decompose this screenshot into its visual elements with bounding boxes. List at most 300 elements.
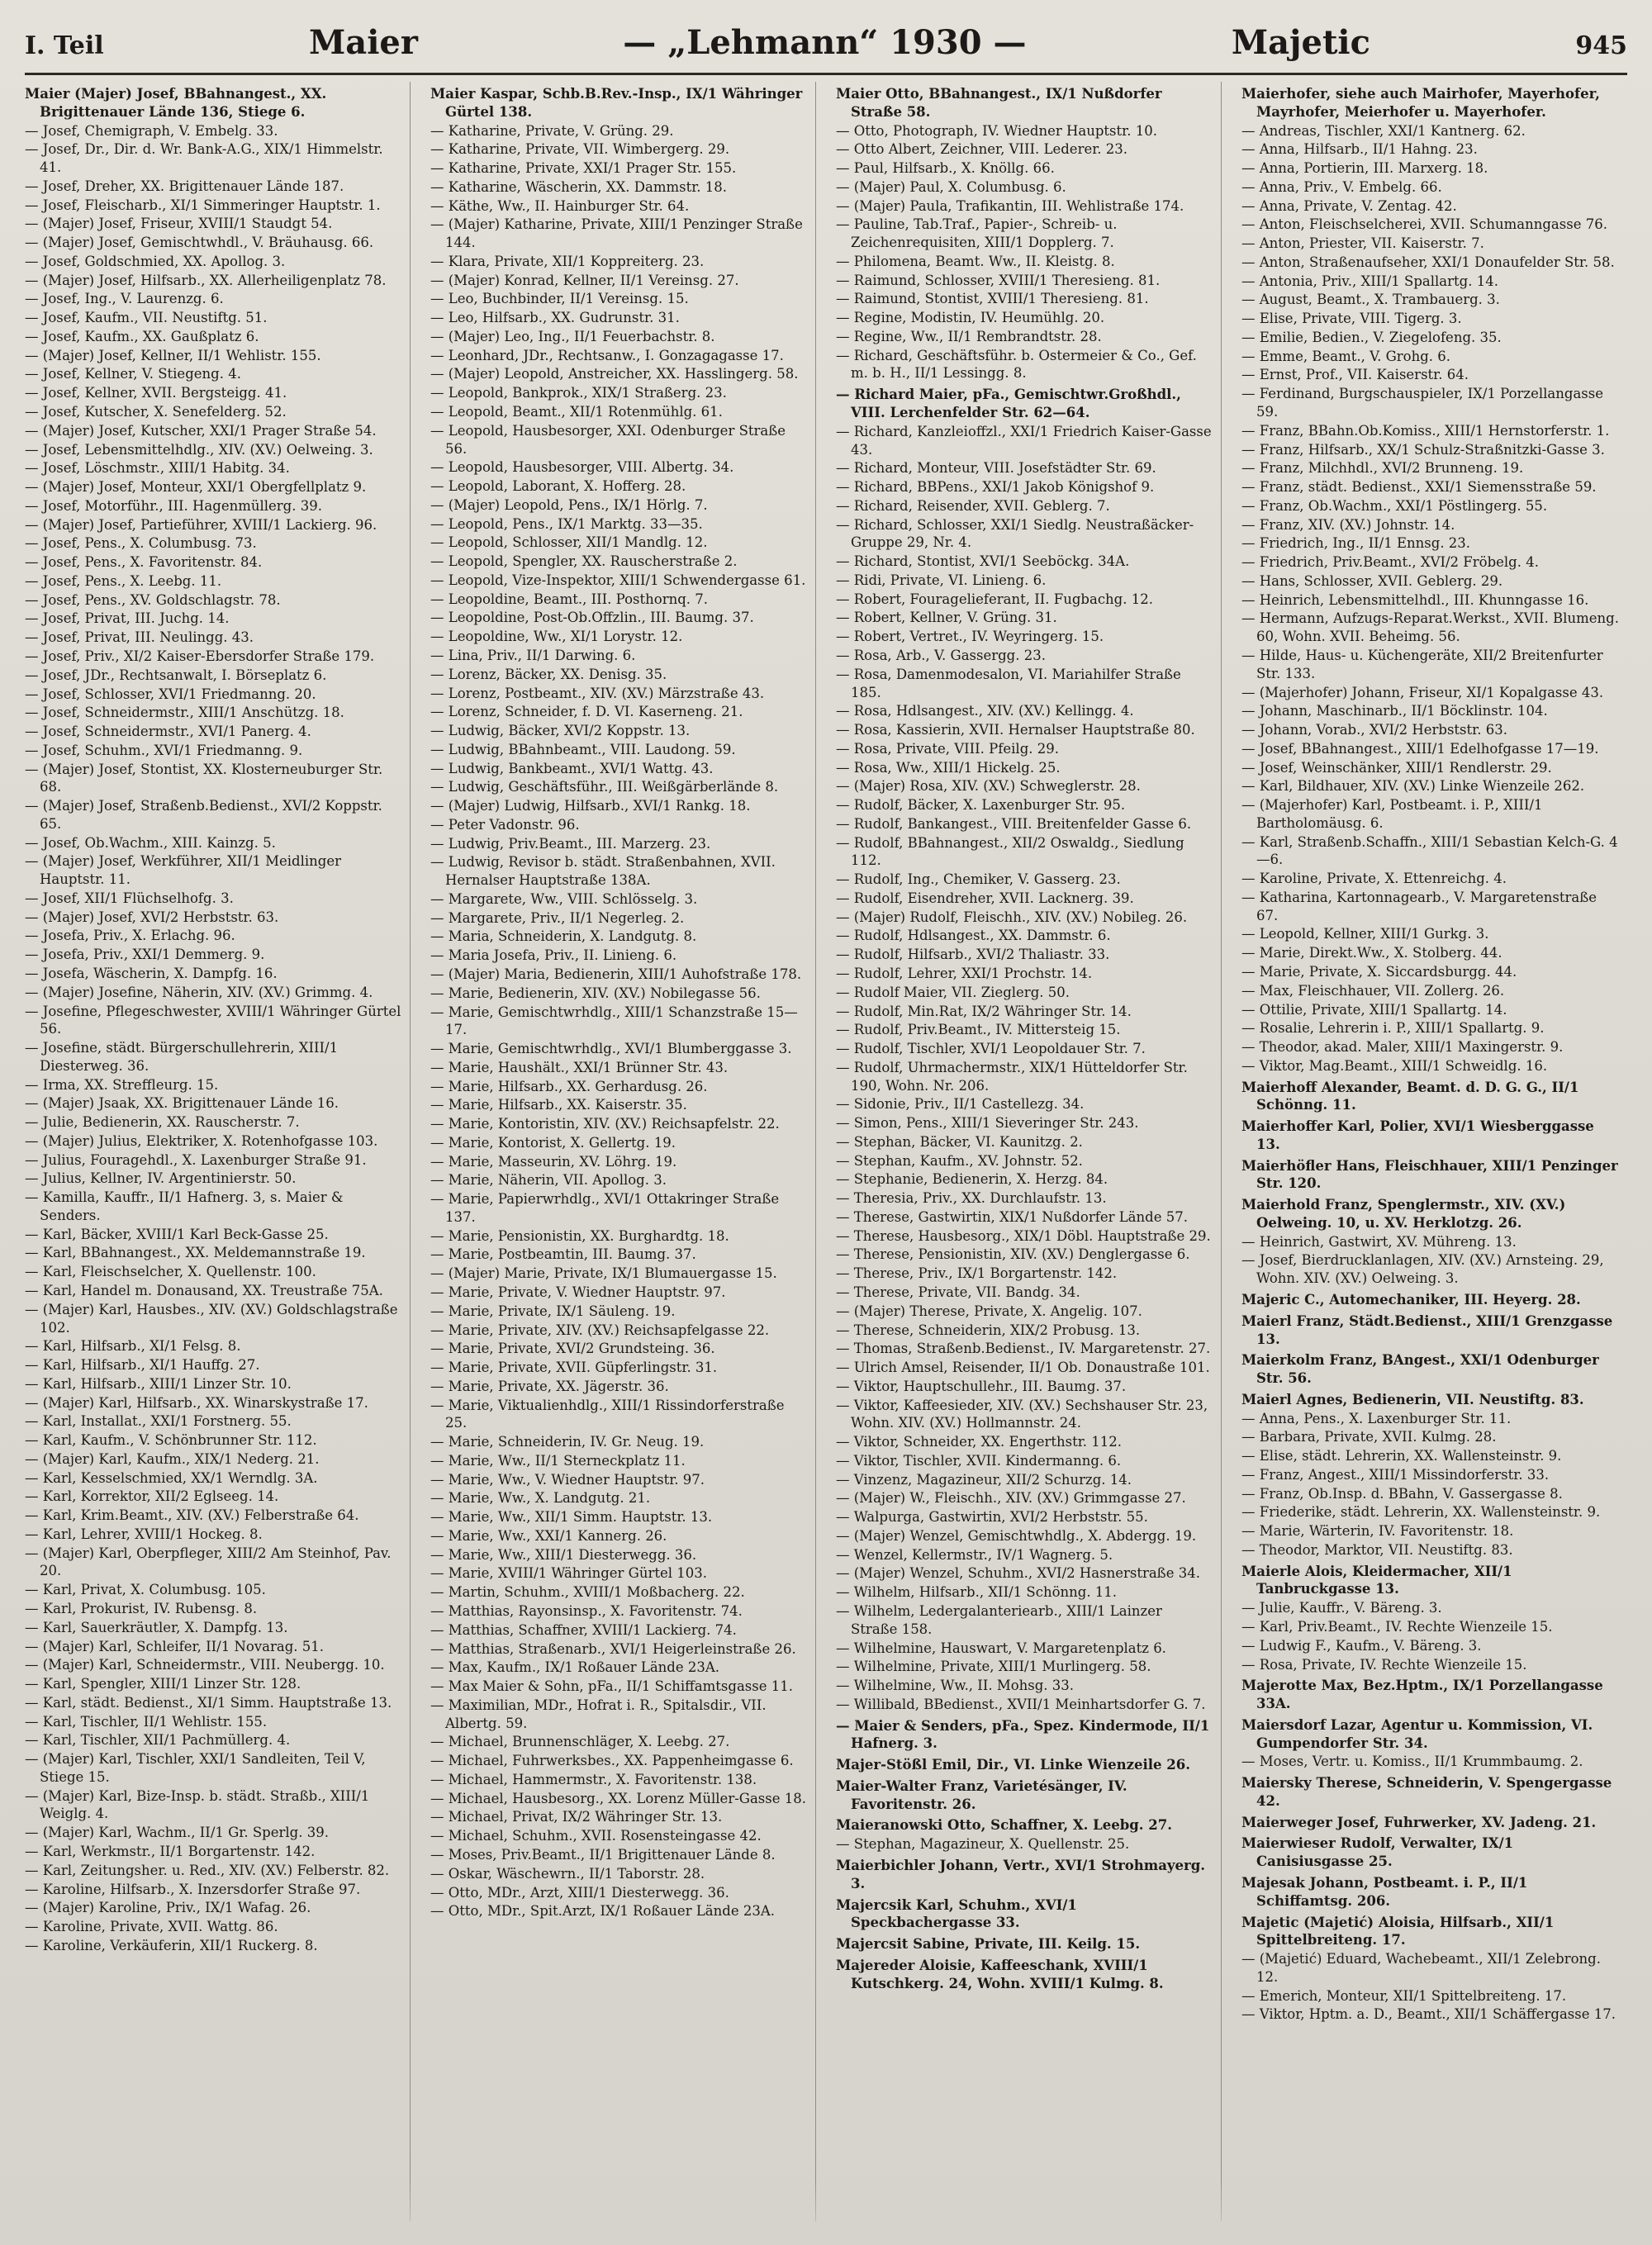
directory-entry: — Sidonie, Priv., II/1 Castellezg. 34. <box>836 1096 1085 1113</box>
directory-entry: — (Majer) Josef, Partieführer, XVIII/1 Lackierg. 96. <box>25 516 377 533</box>
directory-entry: — Kamilla, Kauffr., II/1 Hafnerg. 3, s. Maier & Senders. <box>25 1189 344 1223</box>
directory-entry: — Robert, Vertret., IV. Weyringerg. 15. <box>836 629 1104 645</box>
directory-entry: — (Majer) Josef, Friseur, XVIII/1 Staudgt 54. <box>25 216 333 232</box>
directory-entry: — Matthias, Rayonsinsp., X. Favoritenstr. 74. <box>430 1603 743 1620</box>
directory-entry: Majercsik Karl, Schuhm., XVI/1 Speckbachergasse 33. <box>836 1896 1077 1931</box>
directory-entry: — Michael, Privat, IX/2 Währinger Str. 13. <box>430 1809 723 1825</box>
directory-entry: — Viktor, Tischler, XVII. Kindermanng. 6. <box>836 1452 1122 1469</box>
directory-entry: — Leopold, Kellner, XIII/1 Gurkg. 3. <box>1241 926 1489 942</box>
directory-entry: — Rudolf, Priv.Beamt., IV. Mittersteig 15. <box>836 1022 1121 1038</box>
directory-entry: — Lorenz, Postbeamt., XIV. (XV.) Märzstraße 43. <box>430 685 765 701</box>
directory-entry: — Katharina, Kartonnagearb., V. Margaretenstraße 67. <box>1241 889 1597 923</box>
directory-entry: Majereder Aloisie, Kaffeeschank, XVIII/1 Kutschkerg. 24, Wohn. XVIII/1 Kulmg. 8. <box>836 1957 1164 1991</box>
directory-entry: — Karoline, Hilfsarb., X. Inzersdorfer Straße 97. <box>25 1881 361 1897</box>
directory-entry: — Marie, Private, IX/1 Säuleng. 19. <box>430 1303 676 1319</box>
directory-entry: Maierwieser Rudolf, Verwalter, IX/1 Canisiusgasse 25. <box>1241 1835 1514 1870</box>
directory-entry: — Marie, Kontorist, X. Gellertg. 19. <box>430 1134 676 1151</box>
directory-entry: — Karl, Werkmstr., II/1 Borgartenstr. 142. <box>25 1843 316 1859</box>
directory-entry: — Karl, Kaufm., V. Schönbrunner Str. 112. <box>25 1432 317 1449</box>
directory-entry: — Leonhard, JDr., Rechtsanw., I. Gonzagagasse 17. <box>430 347 784 363</box>
directory-entry: — Rosa, Arb., V. Gassergg. 23. <box>836 647 1046 663</box>
directory-entry: — Hans, Schlosser, XVII. Geblerg. 29. <box>1241 572 1503 589</box>
directory-entry: — Michael, Brunnenschläger, X. Leebg. 27. <box>430 1734 730 1750</box>
directory-entry: Maierl Agnes, Bedienerin, VII. Neustiftg. 83. <box>1241 1391 1584 1407</box>
directory-entry: — Marie, Masseurin, XV. Löhrg. 19. <box>430 1153 677 1170</box>
directory-entry: — (Majer) Rudolf, Fleischh., XIV. (XV.) Nobileg. 26. <box>836 909 1188 925</box>
directory-entry: — Karoline, Private, XVII. Wattg. 86. <box>25 1919 278 1935</box>
directory-entry: — Leopold, Bankprok., XIX/1 Straßerg. 23. <box>430 385 727 401</box>
directory-entry: Maier-Walter Franz, Varietésänger, IV. Favoritenstr. 26. <box>836 1777 1127 1812</box>
directory-entry: — Leopold, Pens., IX/1 Marktg. 33—35. <box>430 515 703 532</box>
directory-entry: — Raimund, Stontist, XVIII/1 Theresieng. 81. <box>836 291 1149 307</box>
directory-entry: — Marie, Gemischtwrhdlg., XIII/1 Schanzstraße 15—17. <box>430 1004 798 1038</box>
directory-entry: — (Majer) Konrad, Kellner, II/1 Vereinsg. 27. <box>430 272 739 288</box>
directory-entry: — Richard, Geschäftsführ. b. Ostermeier & Co., Gef. m. b. H., II/1 Lessingg. 8. <box>836 347 1197 382</box>
directory-entry: — Karl, Zeitungsher. u. Red., XIV. (XV.) Felberstr. 82. <box>25 1862 390 1878</box>
directory-entry: — Simon, Pens., XIII/1 Sieveringer Str. 243. <box>836 1115 1139 1132</box>
directory-entry: — Philomena, Beamt. Ww., II. Kleistg. 8. <box>836 253 1115 269</box>
directory-entry: — Franz, städt. Bedienst., XXI/1 Siemensstraße 59. <box>1241 479 1597 496</box>
directory-entry: Maierweger Josef, Fuhrwerker, XV. Jadeng. 21. <box>1241 1814 1597 1830</box>
directory-entry: — Karl, Sauerkräutler, X. Dampfg. 13. <box>25 1619 288 1635</box>
directory-entry: — Josef, Pens., X. Columbusg. 73. <box>25 535 257 552</box>
directory-entry: — (Majer) W., Fleischh., XIV. (XV.) Grimmgasse 27. <box>836 1490 1186 1507</box>
directory-entry: — Elise, Private, VIII. Tigerg. 3. <box>1241 311 1462 327</box>
directory-entry: — Karl, Tischler, XII/1 Pachmüllerg. 4. <box>25 1732 291 1749</box>
directory-entry: — Josefa, Priv., X. Erlachg. 96. <box>25 928 235 944</box>
directory-entry: — Leopold, Schlosser, XII/1 Mandlg. 12. <box>430 534 708 551</box>
directory-entry: — Richard, Kanzleioffzl., XXI/1 Friedrich Kaiser-Gasse 43. <box>836 423 1212 458</box>
column-3 <box>836 82 1222 2221</box>
directory-entry: — Marie, Gemischtwrhdlg., XVI/1 Blumberggasse 3. <box>430 1041 792 1057</box>
directory-entry: — Josef, Privat, III. Juchg. 14. <box>25 610 230 627</box>
directory-entry: — (Majer) Katharine, Private, XIII/1 Penzinger Straße 144. <box>430 216 803 251</box>
directory-entry: — (Majer) Josef, Monteur, XXI/1 Obergfellplatz 9. <box>25 479 367 496</box>
directory-entry: — Barbara, Private, XVII. Kulmg. 28. <box>1241 1429 1497 1445</box>
directory-entry: — Karl, Prokurist, IV. Rubensg. 8. <box>25 1601 258 1617</box>
directory-entry: — (Majer) Josef, Gemischtwhdl., V. Bräuhausg. 66. <box>25 235 374 251</box>
directory-entry: — Josef, Schuhm., XVI/1 Friedmanng. 9. <box>25 742 303 758</box>
directory-entry: — Josefine, städt. Bürgerschullehrerin, XIII/1 Diesterweg. 36. <box>25 1040 339 1074</box>
directory-entry: — Theodor, Marktor, VII. Neustiftg. 83. <box>1241 1541 1513 1558</box>
directory-entry: — Josef, Bierdrucklanlagen, XIV. (XV.) Arnsteing. 29, Wohn. XIV. (XV.) Oelweing. 3. <box>1241 1252 1604 1287</box>
directory-entry: — Karl, Straßenb.Schaffn., XIII/1 Sebastian Kelch-G. 4—6. <box>1241 833 1618 868</box>
directory-entry: — Karl, Priv.Beamt., IV. Rechte Wienzeile 15. <box>1241 1619 1553 1635</box>
directory-entry: — Josef, Schneidermstr., XIII/1 Anschützg. 18. <box>25 705 344 721</box>
directory-entry: — Friedrich, Priv.Beamt., XVI/2 Fröbelg. 4. <box>1241 554 1539 571</box>
directory-entry: — Julie, Bedienerin, XX. Rauscherstr. 7. <box>25 1114 300 1131</box>
directory-entry: — (Majer) Karoline, Priv., IX/1 Wafag. 26. <box>25 1900 311 1916</box>
directory-entry: — Ludwig, Bäcker, XVI/2 Koppstr. 13. <box>430 723 691 739</box>
directory-entry: — Friedrich, Ing., II/1 Ennsg. 23. <box>1241 535 1471 552</box>
directory-entry: — Karl, Bildhauer, XIV. (XV.) Linke Wienzeile 262. <box>1241 778 1585 795</box>
directory-entry: Maier (Majer) Josef, BBahnangest., XX. Brigittenauer Lände 136, Stiege 6. <box>25 86 327 120</box>
directory-entry: — (Majer) Karl, Oberpfleger, XIII/2 Am Steinhof, Pav. 20. <box>25 1545 392 1579</box>
directory-entry: — Karl, Hilfsarb., XIII/1 Linzer Str. 10. <box>25 1375 292 1392</box>
directory-entry: — Marie, Pensionistin, XX. Burghardtg. 18. <box>430 1227 729 1244</box>
directory-entry: — Karl, Hilfsarb., XI/1 Felsg. 8. <box>25 1338 241 1355</box>
directory-entry: — Rudolf, Hilfsarb., XVI/2 Thaliastr. 33. <box>836 947 1110 963</box>
directory-entry: — Marie, Private, XVII. Güpferlingstr. 31. <box>430 1360 718 1376</box>
directory-entry: — Leopold, Beamt., XII/1 Rotenmühlg. 61. <box>430 404 723 420</box>
directory-entry: — Karl, Hilfsarb., XI/1 Hauffg. 27. <box>25 1357 260 1374</box>
directory-entry: — Karl, städt. Bedienst., XI/1 Simm. Hauptstraße 13. <box>25 1694 392 1711</box>
directory-entry: — Therese, Priv., IX/1 Borgartenstr. 142. <box>836 1265 1118 1282</box>
directory-entry: — Karl, Lehrer, XVIII/1 Hockeg. 8. <box>25 1526 263 1542</box>
directory-entry: — August, Beamt., X. Trambauerg. 3. <box>1241 292 1500 308</box>
directory-entry: — Viktor, Hauptschullehr., III. Baumg. 37. <box>836 1378 1127 1394</box>
directory-entry: — Lorenz, Bäcker, XX. Denisg. 35. <box>430 666 667 682</box>
directory-entry: — Josef, Pens., XV. Goldschlagstr. 78. <box>25 591 281 608</box>
directory-entry: — Marie, Ww., V. Wiedner Hauptstr. 97. <box>430 1471 705 1488</box>
directory-entry: — Maria Josefa, Priv., II. Linieng. 6. <box>430 947 677 964</box>
directory-entry: — Josef, Fleischarb., XI/1 Simmeringer Hauptstr. 1. <box>25 197 381 213</box>
directory-entry: — Leopoldine, Ww., XI/1 Lorystr. 12. <box>430 629 683 645</box>
directory-entry: — Katharine, Wäscherin, XX. Dammstr. 18. <box>430 178 728 195</box>
directory-entry: — Matthias, Straßenarb., XVI/1 Heigerleinstraße 26. <box>430 1640 796 1657</box>
directory-entry: — (Majer) Karl, Tischler, XXI/1 Sandleiten, Teil V, Stiege 15. <box>25 1751 366 1785</box>
directory-entry: — (Majer) Karl, Hilfsarb., XX. Winarskystraße 17. <box>25 1394 368 1411</box>
directory-entry: — Josef, Priv., XI/2 Kaiser-Ebersdorfer Straße 179. <box>25 648 375 664</box>
directory-entry: — (Majer) Josefine, Näherin, XIV. (XV.) Grimmg. 4. <box>25 984 373 1000</box>
directory-entry: — Richard, Reisender, XVII. Geblerg. 7. <box>836 497 1110 514</box>
directory-entry: — (Majer) Leo, Ing., II/1 Feuerbachstr. 8. <box>430 328 715 344</box>
directory-entry: — Richard, BBPens., XXI/1 Jakob Königshof 9. <box>836 479 1155 496</box>
directory-entry: — (Majer) Wenzel, Gemischtwhdlg., X. Abdergg. 19. <box>836 1527 1197 1544</box>
directory-entry: Majetic (Majetić) Aloisia, Hilfsarb., XII/1 Spittelbreiteng. 17. <box>1241 1914 1555 1948</box>
directory-entry: — Emilie, Bedien., V. Ziegelofeng. 35. <box>1241 329 1502 345</box>
directory-entry: — Karl, Bäcker, XVIII/1 Karl Beck-Gasse 25. <box>25 1226 329 1242</box>
directory-entry: — Otto, MDr., Arzt, XIII/1 Diesterwegg. 36. <box>430 1884 729 1901</box>
directory-entry: — (Majer) Rosa, XIV. (XV.) Schweglerstr. 28. <box>836 778 1141 795</box>
directory-entry: Majercsit Sabine, Private, III. Keilg. 15. <box>836 1936 1141 1953</box>
directory-entry: Maieranowski Otto, Schaffner, X. Leebg. 27. <box>836 1817 1172 1834</box>
directory-entry: — Anton, Straßenaufseher, XXI/1 Donaufelder Str. 58. <box>1241 254 1615 270</box>
directory-entry: — Josef, Dreher, XX. Brigittenauer Lände 187. <box>25 178 344 194</box>
directory-entry: — Anton, Fleischselcherei, XVII. Schumanngasse 76. <box>1241 216 1607 233</box>
directory-entry: — Wilhelmine, Private, XIII/1 Murlingerg. 58. <box>836 1659 1151 1675</box>
directory-entry: — Michael, Hausbesorg., XX. Lorenz Müller-Gasse 18. <box>430 1790 806 1806</box>
directory-entry: — Marie, Bedienerin, XIV. (XV.) Nobilegasse 56. <box>430 985 761 1001</box>
section-label: I. Teil <box>25 31 104 60</box>
directory-entry: — Marie, Näherin, VII. Apollog. 3. <box>430 1172 667 1189</box>
directory-entry: — Klara, Private, XII/1 Koppreiterg. 23. <box>430 253 705 269</box>
directory-entry: — Margarete, Priv., II/1 Negerleg. 2. <box>430 909 685 926</box>
directory-entry: — Karl, Krim.Beamt., XIV. (XV.) Felberstraße 64. <box>25 1507 359 1524</box>
directory-entry: — Franz, Ob.Wachm., XXI/1 Pöstlingerg. 55. <box>1241 497 1548 514</box>
directory-entry: — Marie, Kontoristin, XIV. (XV.) Reichsapfelstr. 22. <box>430 1116 780 1132</box>
directory-entry: — Marie, Ww., XXI/1 Kannerg. 26. <box>430 1527 667 1544</box>
directory-entry: — Viktor, Hptm. a. D., Beamt., XII/1 Schäffergasse 17. <box>1241 2006 1616 2023</box>
directory-entry: Maierhoff Alexander, Beamt. d. D. G. G., II/1 Schönng. 11. <box>1241 1079 1579 1113</box>
directory-entry: — Ridi, Private, VI. Linieng. 6. <box>836 572 1047 588</box>
directory-entry: — Josefine, Pflegeschwester, XVIII/1 Währinger Gürtel 56. <box>25 1003 401 1037</box>
directory-entry: — Josef, Kaufm., VII. Neustiftg. 51. <box>25 310 268 326</box>
directory-entry: — Emerich, Monteur, XII/1 Spittelbreiteng. 17. <box>1241 1987 1567 2004</box>
directory-entry: — Marie, Papierwrhdlg., XVI/1 Ottakringer Straße 137. <box>430 1191 780 1225</box>
directory-entry: — Marie, Private, X. Siccardsburgg. 44. <box>1241 963 1517 980</box>
directory-entry: Maierhofer, siehe auch Mairhofer, Mayerhofer, Mayrhofer, Meierhofer u. Mayerhofer. <box>1241 86 1600 120</box>
directory-entry: — Josef, Kellner, XVII. Bergsteigg. 41. <box>25 385 287 401</box>
directory-entry: — Vinzenz, Magazineur, XII/2 Schurzg. 14. <box>836 1471 1132 1488</box>
directory-entry: Majerotte Max, Bez.Hptm., IX/1 Porzellangasse 33A. <box>1241 1678 1603 1712</box>
column-4 <box>1241 82 1627 2221</box>
directory-entry: — Rudolf, BBahnangest., XII/2 Oswaldg., Siedlung 112. <box>836 834 1184 869</box>
directory-entry: — Theodor, akad. Maler, XIII/1 Maxingerstr. 9. <box>1241 1039 1564 1056</box>
directory-entry: Maier Kaspar, Schb.B.Rev.-Insp., IX/1 Währinger Gürtel 138. <box>430 86 803 120</box>
directory-entry: — Wilhelmine, Hauswart, V. Margaretenplatz 6. <box>836 1640 1166 1656</box>
directory-entry: — Robert, Fouragelieferant, II. Fugbachg. 12. <box>836 591 1153 607</box>
directory-entry: — Marie, Hilfsarb., XX. Gerhardusg. 26. <box>430 1078 708 1094</box>
directory-entry: — (Majer) Karl, Schleifer, II/1 Novarag. 51. <box>25 1638 324 1654</box>
directory-entry: — Karl, Fleischselcher, X. Quellenstr. 100. <box>25 1264 316 1280</box>
bottom-fade <box>0 2179 1652 2245</box>
directory-entry: — Paul, Hilfsarb., X. Knöllg. 66. <box>836 160 1055 177</box>
directory-entry: — Katharine, Private, XXI/1 Prager Str. 155. <box>430 160 737 177</box>
directory-entry: — Josef, Chemigraph, V. Embelg. 33. <box>25 122 278 139</box>
directory-entry: — (Majer) Ludwig, Hilfsarb., XVI/1 Rankg. 18. <box>430 798 751 814</box>
directory-entry: — Rudolf, Lehrer, XXI/1 Prochstr. 14. <box>836 965 1093 981</box>
directory-entry: — Josef, Kaufm., XX. Gaußplatz 6. <box>25 328 259 344</box>
directory-entry: — Lina, Priv., II/1 Darwing. 6. <box>430 647 636 663</box>
directory-entry: — Margarete, Ww., VIII. Schlösselg. 3. <box>430 890 698 907</box>
directory-entry: — (Majerhofer) Karl, Postbeamt. i. P., XIII/1 Bartholomäusg. 6. <box>1241 797 1543 831</box>
directory-entry: — Karl, Privat, X. Columbusg. 105. <box>25 1582 266 1598</box>
directory-entry: — Josef, Lebensmittelhdlg., XIV. (XV.) Oelweing. 3. <box>25 441 373 458</box>
directory-entry: — (Majer) Leopold, Anstreicher, XX. Hasslingerg. 58. <box>430 366 799 382</box>
directory-entry: — Maximilian, MDr., Hofrat i. R., Spitalsdir., VII. Albertg. 59. <box>430 1697 767 1731</box>
directory-entry: — (Majer) Josef, Werkführer, XII/1 Meidlinger Hauptstr. 11. <box>25 853 341 888</box>
directory-entry: — Ludwig F., Kaufm., V. Bäreng. 3. <box>1241 1637 1482 1654</box>
directory-entry: — Franz, Angest., XIII/1 Missindorferstr. 33. <box>1241 1466 1550 1483</box>
directory-entry: — (Majer) Wenzel, Schuhm., XVI/2 Hasnerstraße 34. <box>836 1565 1200 1582</box>
directory-entry: — (Majer) Marie, Private, IX/1 Blumauergasse 15. <box>430 1265 777 1282</box>
directory-entry: — Michael, Fuhrwerksbes., XX. Pappenheimgasse 6. <box>430 1753 794 1769</box>
directory-entry: — Josef, Kutscher, X. Senefelderg. 52. <box>25 404 287 420</box>
directory-entry: — Wilhelmine, Ww., II. Mohsg. 33. <box>836 1678 1075 1694</box>
directory-entry: — Antonia, Priv., XIII/1 Spallartg. 14. <box>1241 273 1498 289</box>
directory-entry: — Josefa, Wäscherin, X. Dampfg. 16. <box>25 965 278 981</box>
directory-entry: — Raimund, Schlosser, XVIII/1 Theresieng. 81. <box>836 272 1161 288</box>
directory-entry: — Rosa, Damenmodesalon, VI. Mariahilfer Straße 185. <box>836 666 1181 700</box>
directory-entry: — Johann, Maschinarb., II/1 Böcklinstr. 104. <box>1241 703 1548 719</box>
directory-entry: — Rosa, Kassierin, XVII. Hernalser Hauptstraße 80. <box>836 722 1195 738</box>
directory-entry: Majeric C., Automechaniker, III. Heyerg. 28. <box>1241 1292 1581 1308</box>
directory-entry: — Leopold, Laborant, X. Hofferg. 28. <box>430 478 686 495</box>
directory-entry: Maierle Alois, Kleidermacher, XII/1 Tanbruckgasse 13. <box>1241 1563 1512 1597</box>
directory-entry: — Max, Fleischhauer, VII. Zollerg. 26. <box>1241 982 1505 999</box>
page-header <box>25 23 1627 75</box>
directory-entry: — Ferdinand, Burgschauspieler, IX/1 Porzellangasse 59. <box>1241 386 1603 420</box>
directory-entry: Majesak Johann, Postbeamt. i. P., II/1 Schiffamtsg. 206. <box>1241 1874 1528 1909</box>
directory-entry: — Katharine, Private, V. Grüng. 29. <box>430 122 674 139</box>
directory-entry: — Theresia, Priv., XX. Durchlaufstr. 13. <box>836 1190 1107 1207</box>
directory-entry: — Richard, Schlosser, XXI/1 Siedlg. Neustraßäcker-Gruppe 29, Nr. 4. <box>836 516 1194 551</box>
directory-entry: Majer-Stößl Emil, Dir., VI. Linke Wienzeile 26. <box>836 1757 1191 1773</box>
directory-entry: — Max, Kaufm., IX/1 Roßauer Lände 23A. <box>430 1659 720 1676</box>
directory-entry: — Ottilie, Private, XIII/1 Spallartg. 14. <box>1241 1001 1507 1018</box>
directory-entry: — Ludwig, BBahnbeamt., VIII. Laudong. 59. <box>430 741 736 757</box>
directory-entry: — Oskar, Wäschewrn., II/1 Taborstr. 28. <box>430 1865 705 1882</box>
directory-entry: — Richard, Monteur, VIII. Josefstädter Str. 69. <box>836 460 1156 477</box>
directory-entry: — Maria, Schneiderin, X. Landgutg. 8. <box>430 928 697 945</box>
directory-entry: — Karl, Kesselschmied, XX/1 Werndlg. 3A. <box>25 1469 318 1486</box>
directory-entry: — Pauline, Tab.Traf., Papier-, Schreib- u. Zeichenrequisiten, XIII/1 Dopplerg. 7. <box>836 216 1118 251</box>
directory-entry: — Karl, Korrektor, XII/2 Eglseeg. 14. <box>25 1488 279 1505</box>
directory-columns <box>25 82 1627 2221</box>
directory-entry: — Karl, Installat., XXI/1 Forstnerg. 55. <box>25 1413 292 1430</box>
directory-entry: — Johann, Vorab., XVI/2 Herbststr. 63. <box>1241 722 1507 738</box>
directory-entry: — Julie, Kauffr., V. Bäreng. 3. <box>1241 1600 1442 1616</box>
directory-entry: — Moses, Vertr. u. Komiss., II/1 Krummbaumg. 2. <box>1241 1754 1583 1770</box>
directory-entry: — Marie, Ww., II/1 Sterneckplatz 11. <box>430 1452 686 1469</box>
directory-entry: Maiersdorf Lazar, Agentur u. Kommission, VI. Gumpendorfer Str. 34. <box>1241 1716 1593 1751</box>
directory-entry: — (Majer) Josef, Stontist, XX. Klosterneuburger Str. 68. <box>25 761 383 795</box>
directory-entry: — Franz, BBahn.Ob.Komiss., XIII/1 Hernstorferstr. 1. <box>1241 422 1610 439</box>
directory-entry: Maierhold Franz, Spenglermstr., XIV. (XV.) Oelweing. 10, u. XV. Herklotzg. 26. <box>1241 1197 1566 1231</box>
directory-entry: — Ulrich Amsel, Reisender, II/1 Ob. Donaustraße 101. <box>836 1360 1210 1376</box>
directory-entry: — Josef, Schneidermstr., XVI/1 Panerg. 4. <box>25 724 311 740</box>
directory-entry: — Marie, Private, XIV. (XV.) Reichsapfelgasse 22. <box>430 1322 770 1338</box>
directory-entry: — Stephan, Kaufm., XV. Johnstr. 52. <box>836 1152 1083 1169</box>
directory-entry: — Wenzel, Kellermstr., IV/1 Wagnerg. 5. <box>836 1546 1113 1563</box>
directory-entry: — Katharine, Private, VII. Wimbergerg. 29. <box>430 141 730 158</box>
directory-entry: — Rudolf Maier, VII. Zieglerg. 50. <box>836 984 1070 1000</box>
page-title: — „Lehmann“ 1930 — <box>623 23 1027 62</box>
directory-entry: — (Majer) Paul, X. Columbusg. 6. <box>836 178 1066 195</box>
directory-entry: — Otto, Photograph, IV. Wiedner Hauptstr. 10. <box>836 122 1157 139</box>
directory-entry: Maiersky Therese, Schneiderin, V. Spengergasse 42. <box>1241 1775 1612 1809</box>
keyword-right: Majetic <box>1231 23 1370 62</box>
directory-entry: — Marie, Private, XVI/2 Grundsteing. 36. <box>430 1341 715 1357</box>
directory-entry: — (Majer) Josef, XVI/2 Herbststr. 63. <box>25 909 279 925</box>
directory-entry: — Marie, Viktualienhdlg., XIII/1 Rissindorferstraße 25. <box>430 1397 785 1431</box>
directory-entry: — Robert, Kellner, V. Grüng. 31. <box>836 610 1057 626</box>
directory-entry: — Anna, Private, V. Zentag. 42. <box>1241 197 1457 214</box>
directory-entry: — Moses, Priv.Beamt., II/1 Brigittenauer Lände 8. <box>430 1846 776 1863</box>
directory-entry: — Wilhelm, Ledergalanteriearb., XIII/1 Lainzer Straße 158. <box>836 1603 1162 1637</box>
directory-entry: — Viktor, Kaffeesieder, XIV. (XV.) Sechshauser Str. 23, Wohn. XIV. (XV.) Hollmannstr. 24. <box>836 1397 1208 1431</box>
directory-entry: — Irma, XX. Streffleurg. 15. <box>25 1076 219 1093</box>
directory-entry: Maierhöfler Hans, Fleischhauer, XIII/1 Penzinger Str. 120. <box>1241 1157 1618 1192</box>
page-number: 945 <box>1575 31 1627 60</box>
directory-entry: — Karl, Tischler, II/1 Wehlistr. 155. <box>25 1713 268 1730</box>
column-1 <box>25 82 411 2221</box>
directory-entry: — Marie, Postbeamtin, III. Baumg. 37. <box>430 1246 696 1263</box>
directory-entry: — Josef, XII/1 Flüchselhofg. 3. <box>25 890 234 906</box>
directory-entry: — Josefa, Priv., XXI/1 Demmerg. 9. <box>25 947 265 963</box>
directory-entry: — Anna, Hilfsarb., II/1 Hahng. 23. <box>1241 141 1478 158</box>
directory-entry: — Karl, Spengler, XIII/1 Linzer Str. 128. <box>25 1676 301 1692</box>
directory-entry: — Rosa, Private, VIII. Pfeilg. 29. <box>836 740 1059 757</box>
directory-entry: — Rosa, Hdlsangest., XIV. (XV.) Kellingg. 4. <box>836 703 1134 719</box>
directory-entry: — Josef, Pens., X. Favoritenstr. 84. <box>25 554 263 571</box>
directory-entry: — Hermann, Aufzugs-Reparat.Werkst., XVII. Blumeng. 60, Wohn. XVII. Beheimg. 56. <box>1241 610 1619 645</box>
directory-entry: — Marie, Ww., X. Landgutg. 21. <box>430 1490 651 1507</box>
directory-entry: — Leopold, Spengler, XX. Rauscherstraße 2. <box>430 553 738 570</box>
directory-entry: — Stephan, Bäcker, VI. Kaunitzg. 2. <box>836 1133 1083 1150</box>
directory-entry: — (Majer) Josef, Kutscher, XXI/1 Prager Straße 54. <box>25 422 377 439</box>
directory-entry: — Martin, Schuhm., XVIII/1 Moßbacherg. 22. <box>430 1584 745 1601</box>
directory-entry: Maierl Franz, Städt.Bedienst., XIII/1 Grenzgasse 13. <box>1241 1312 1613 1347</box>
directory-entry: — (Majerhofer) Johann, Friseur, XI/1 Kopalgasse 43. <box>1241 684 1604 700</box>
directory-entry: — Marie, XVIII/1 Währinger Gürtel 103. <box>430 1565 708 1582</box>
directory-entry: — Rudolf, Bankangest., VIII. Breitenfelder Gasse 6. <box>836 815 1192 832</box>
directory-entry: — Franz, Hilfsarb., XX/1 Schulz-Straßnitzki-Gasse 3. <box>1241 441 1605 458</box>
directory-entry: — Michael, Hammermstr., X. Favoritenstr. 138. <box>430 1771 757 1787</box>
directory-entry: — Otto, MDr., Spit.Arzt, IX/1 Roßauer Lände 23A. <box>430 1903 775 1920</box>
directory-entry: — Josef, Ob.Wachm., XIII. Kainzg. 5. <box>25 834 276 851</box>
directory-entry: Maierhoffer Karl, Polier, XVI/1 Wiesberggasse 13. <box>1241 1118 1594 1152</box>
directory-entry: — Rudolf, Min.Rat, IX/2 Währinger Str. 14. <box>836 1003 1132 1019</box>
directory-entry: — Hilde, Haus- u. Küchengeräte, XII/2 Breitenfurter Str. 133. <box>1241 647 1603 681</box>
directory-entry: — (Majer) Josef, Hilfsarb., XX. Allerheiligenplatz 78. <box>25 272 387 288</box>
directory-entry: — Karoline, Verkäuferin, XII/1 Ruckerg. 8. <box>25 1937 318 1953</box>
directory-entry: — Josef, JDr., Rechtsanwalt, I. Börseplatz 6. <box>25 667 327 683</box>
directory-entry: — (Majer) Leopold, Pens., IX/1 Hörlg. 7. <box>430 496 708 513</box>
directory-entry: — Ludwig, Geschäftsführ., III. Weißgärberlände 8. <box>430 779 779 795</box>
directory-entry: — Leopoldine, Post-Ob.Offzlin., III. Baumg. 37. <box>430 610 754 626</box>
directory-entry: — Regine, Ww., II/1 Rembrandtstr. 28. <box>836 328 1102 344</box>
directory-entry: — Ludwig, Bankbeamt., XVI/1 Wattg. 43. <box>430 760 714 776</box>
directory-entry: — Otto Albert, Zeichner, VIII. Lederer. 23. <box>836 141 1128 158</box>
directory-entry: — Karl, BBahnangest., XX. Meldemannstraße 19. <box>25 1245 366 1261</box>
directory-entry: — Andreas, Tischler, XXI/1 Kantnerg. 62. <box>1241 122 1526 139</box>
directory-entry: — Michael, Schuhm., XVII. Rosensteingasse 42. <box>430 1828 762 1844</box>
directory-entry: — Josef, Schlosser, XVI/1 Friedmanng. 20. <box>25 686 316 702</box>
directory-entry: — (Majer) Karl, Kaufm., XIX/1 Nederg. 21. <box>25 1450 320 1467</box>
directory-entry: — Marie, Haushält., XXI/1 Brünner Str. 43. <box>430 1059 729 1075</box>
directory-entry: — Stephan, Magazineur, X. Quellenstr. 25. <box>836 1836 1130 1853</box>
directory-entry: — Walpurga, Gastwirtin, XVI/2 Herbststr. 55. <box>836 1509 1148 1526</box>
directory-entry: — Josef, Weinschänker, XIII/1 Rendlerstr. 29. <box>1241 759 1552 776</box>
directory-entry: — Josef, Goldschmied, XX. Apollog. 3. <box>25 253 286 269</box>
directory-entry: — Josef, Dr., Dir. d. Wr. Bank-A.G., XIX/1 Himmelstr. 41. <box>25 141 383 176</box>
directory-entry: — Rosa, Private, IV. Rechte Wienzeile 15. <box>1241 1656 1527 1673</box>
directory-entry: — Richard Maier, pFa., Gemischtwr.Großhdl., VIII. Lerchenfelder Str. 62—64. <box>836 387 1181 421</box>
directory-entry: — Anna, Priv., V. Embelg. 66. <box>1241 178 1442 195</box>
directory-entry: — (Majer) Karl, Schneidermstr., VIII. Neubergg. 10. <box>25 1657 385 1673</box>
directory-entry: — Josef, BBahnangest., XIII/1 Edelhofgasse 17—19. <box>1241 740 1599 757</box>
directory-entry: — Rosalie, Lehrerin i. P., XIII/1 Spallartg. 9. <box>1241 1020 1545 1037</box>
directory-entry: — Marie, Wärterin, IV. Favoritenstr. 18. <box>1241 1523 1514 1540</box>
directory-entry: — Thomas, Straßenb.Bedienst., IV. Margaretenstr. 27. <box>836 1341 1211 1357</box>
column-2 <box>430 82 816 2221</box>
directory-entry: — Karl, Handel m. Donausand, XX. Treustraße 75A. <box>25 1283 383 1298</box>
directory-entry: — Marie, Private, V. Wiedner Hauptstr. 97. <box>430 1284 726 1300</box>
directory-entry: Maier Otto, BBahnangest., IX/1 Nußdorfer Straße 58. <box>836 86 1162 120</box>
directory-entry: — Therese, Private, VII. Bandg. 34. <box>836 1284 1080 1300</box>
directory-entry: — (Majer) Paula, Trafikantin, III. Wehlistraße 174. <box>836 197 1184 214</box>
directory-entry: — (Majer) Karl, Hausbes., XIV. (XV.) Goldschlagstraße 102. <box>25 1301 398 1336</box>
directory-entry: — Ludwig, Priv.Beamt., III. Marzerg. 23. <box>430 835 711 852</box>
directory-entry: — Stephanie, Bedienerin, X. Herzg. 84. <box>836 1171 1108 1188</box>
directory-entry: — Peter Vadonstr. 96. <box>430 816 580 833</box>
directory-entry: — (Majer) Julius, Elektriker, X. Rotenhofgasse 103. <box>25 1132 378 1149</box>
keyword-left: Maier <box>309 23 418 62</box>
directory-entry: — Anna, Portierin, III. Marxerg. 18. <box>1241 160 1488 177</box>
directory-entry: — Julius, Fouragehdl., X. Laxenburger Straße 91. <box>25 1151 367 1168</box>
directory-entry: — Ernst, Prof., VII. Kaiserstr. 64. <box>1241 367 1469 383</box>
directory-entry: — (Majer) Maria, Bedienerin, XIII/1 Auhofstraße 178. <box>430 966 802 982</box>
directory-entry: — (Majer) Karl, Wachm., II/1 Gr. Sperlg. 39. <box>25 1825 329 1841</box>
directory-entry: — (Majer) Karl, Bize-Insp. b. städt. Straßb., XIII/1 Weiglg. 4. <box>25 1787 370 1822</box>
directory-entry: — Wilhelm, Hilfsarb., XII/1 Schönng. 11. <box>836 1584 1118 1601</box>
directory-entry: — Marie, Direkt.Ww., X. Stolberg. 44. <box>1241 945 1502 961</box>
directory-entry: — Elise, städt. Lehrerin, XX. Wallensteinstr. 9. <box>1241 1448 1562 1464</box>
directory-entry: — Karoline, Private, X. Ettenreichg. 4. <box>1241 871 1507 887</box>
directory-entry: — Leo, Buchbinder, II/1 Vereinsg. 15. <box>430 291 689 307</box>
